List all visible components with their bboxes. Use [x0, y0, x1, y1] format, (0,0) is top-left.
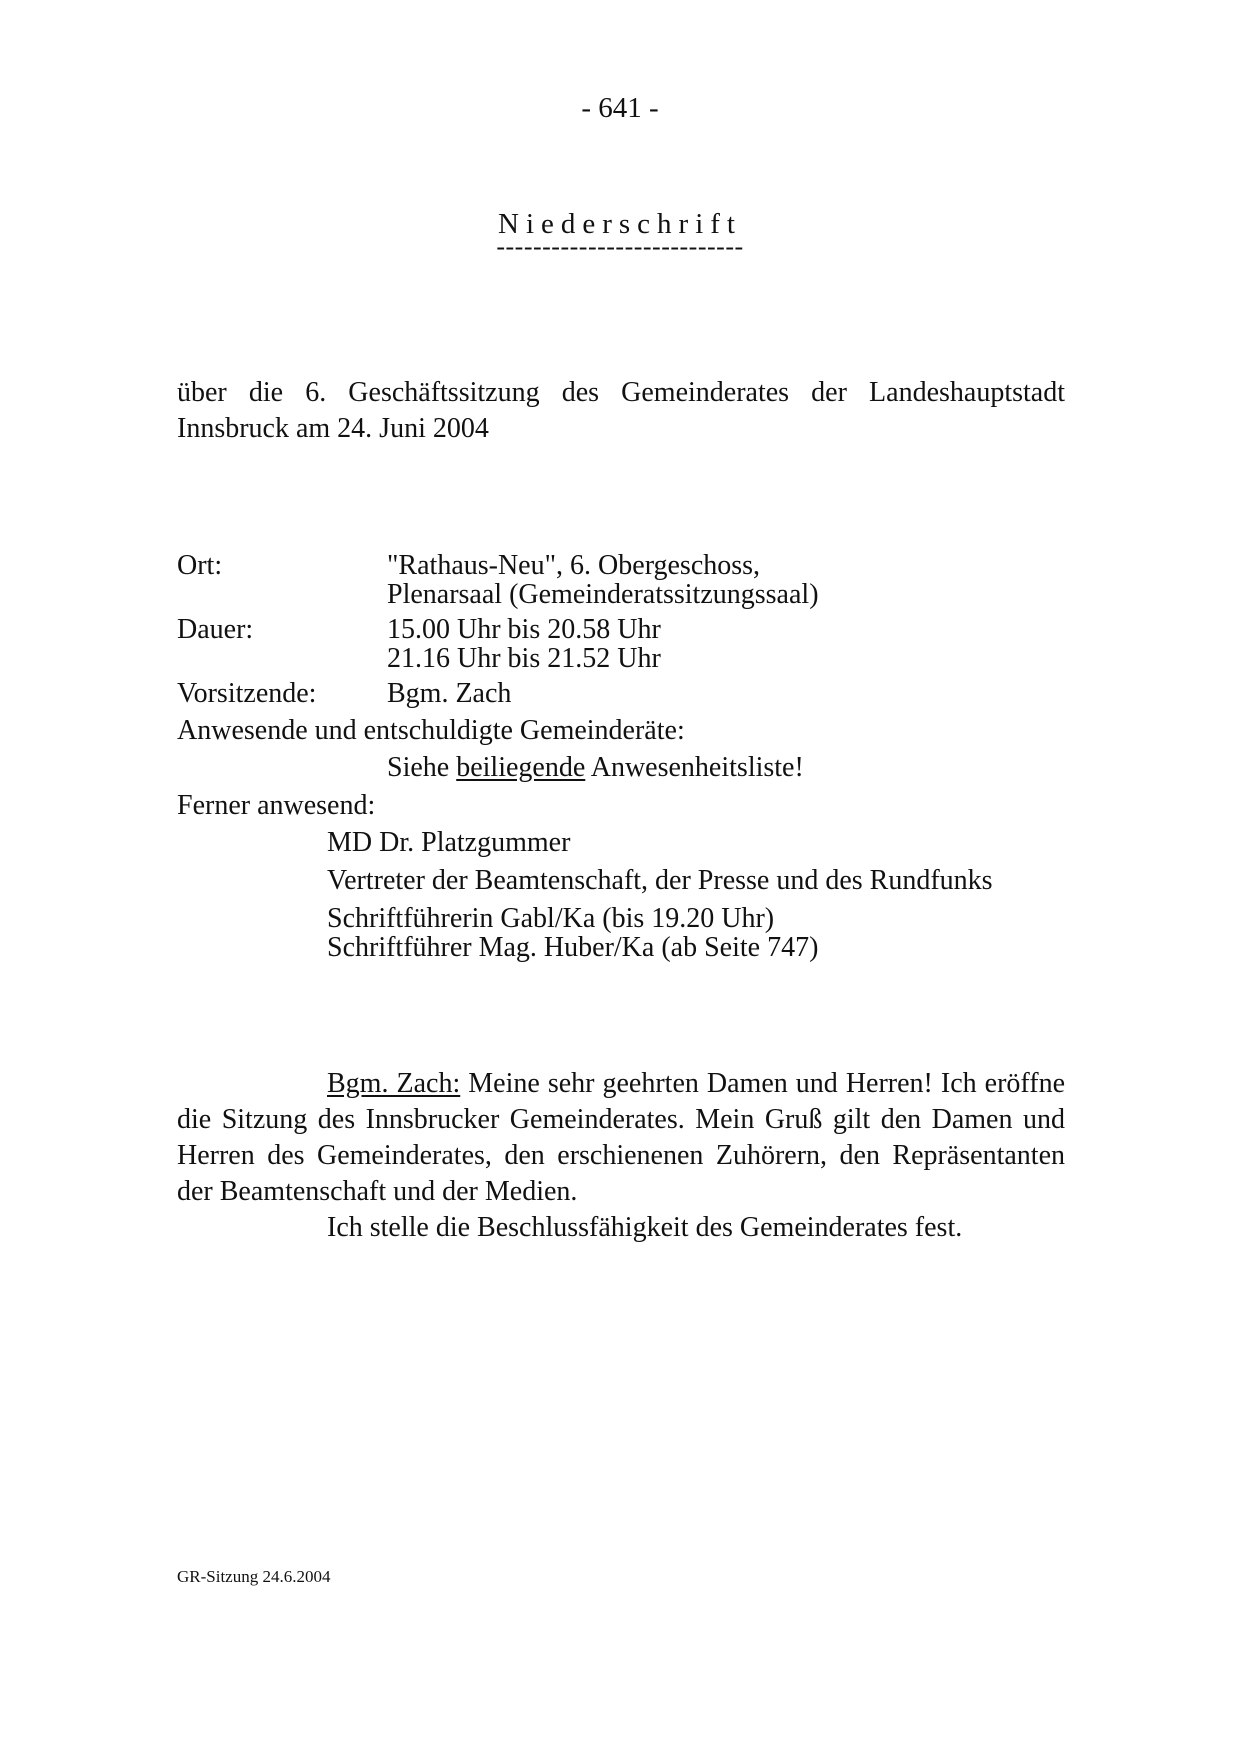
- speech-text-1: Meine sehr geehrten Damen und Herren! Ich eröffne die Sitzung des Innsbrucker Gemeinderates. Mein Gruß gilt den Damen und Herren des Gemeinderates, den erschienenen Zuhörern, den Repräsentanten der Beamtenschaft und der Medien.: [177, 1068, 1066, 1207]
- footer-text: GR-Sitzung 24.6.2004: [177, 1567, 331, 1586]
- ort-line-1: "Rathaus-Neu", 6. Obergeschoss,: [387, 550, 761, 581]
- ort-label: Ort:: [177, 550, 223, 581]
- anwesende-pre: Siehe: [387, 752, 457, 783]
- dauer-label: Dauer:: [177, 614, 254, 645]
- anwesende-value: [387, 750, 804, 786]
- vorsitz-label: Vorsitzende:: [177, 678, 317, 709]
- vorsitz-value: Bgm. Zach: [387, 678, 512, 709]
- ferner-item: Schriftführer Mag. Huber/Ka (ab Seite 747): [327, 932, 819, 963]
- ferner-item: Schriftführerin Gabl/Ka (bis 19.20 Uhr): [327, 903, 775, 934]
- ferner-item: Vertreter der Beamtenschaft, der Presse und des Rundfunks: [327, 865, 993, 896]
- ferner-item: MD Dr. Platzgummer: [327, 827, 571, 858]
- dauer-line-1: 15.00 Uhr bis 20.58 Uhr: [387, 614, 661, 645]
- title-underline: ---------------------------: [496, 232, 744, 261]
- anwesende-label: Anwesende und entschuldigte Gemeinderäte:: [177, 715, 685, 746]
- speech-block: [177, 1066, 1065, 1246]
- ferner-label: Ferner anwesend:: [177, 790, 376, 821]
- speech-paragraph-2: Ich stelle die Beschlussfähigkeit des Gemeinderates fest.: [327, 1212, 963, 1243]
- speaker-name: Bgm. Zach:: [327, 1068, 461, 1099]
- dauer-line-2: 21.16 Uhr bis 21.52 Uhr: [387, 643, 661, 674]
- ort-line-2: Plenarsaal (Gemeinderatssitzungssaal): [387, 579, 819, 610]
- document-title: Niederschrift: [498, 208, 742, 240]
- speech-paragraph-1: [177, 1066, 1065, 1210]
- anwesende-underlined: beiliegende: [456, 752, 586, 783]
- subject-text: über die 6. Geschäftssitzung des Gemeinderates der Landeshauptstadt Innsbruck am 24. Juni 2004: [177, 377, 1065, 444]
- page-number: - 641 -: [581, 92, 659, 124]
- anwesende-post: Anwesenheitsliste!: [585, 752, 804, 783]
